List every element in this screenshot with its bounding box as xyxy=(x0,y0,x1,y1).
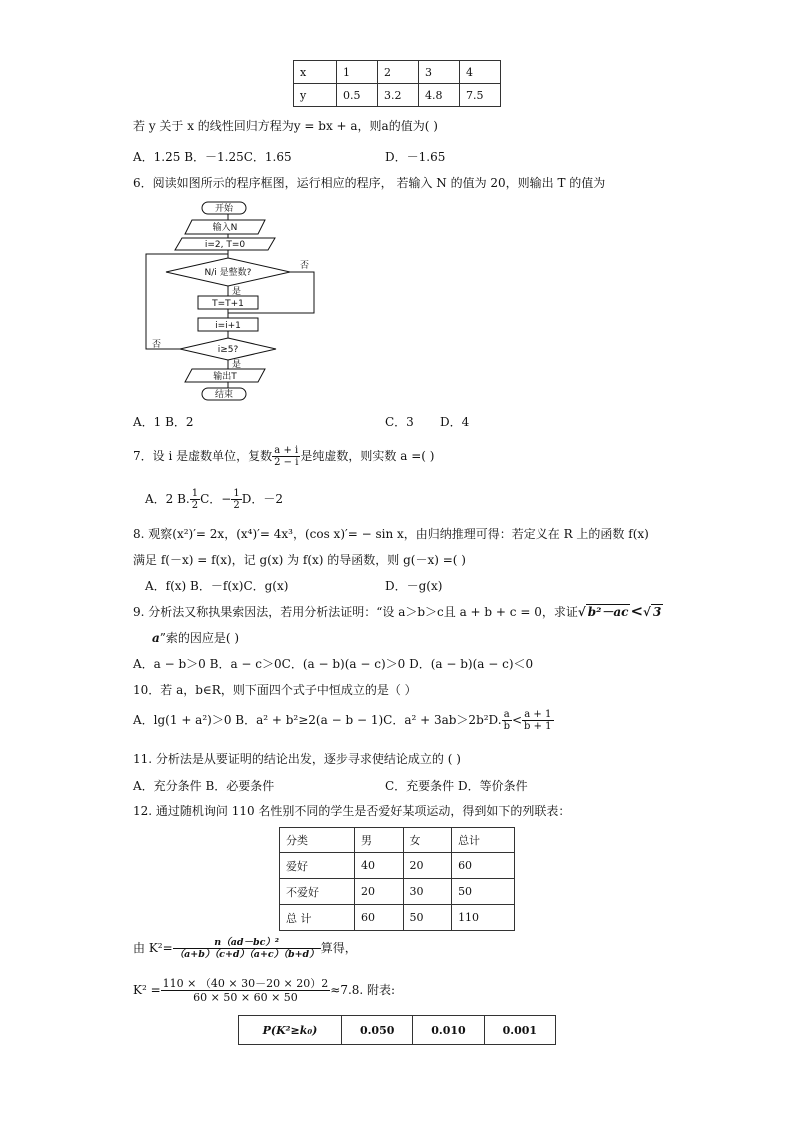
flowchart xyxy=(140,198,340,404)
table-cell: 0.5 xyxy=(337,84,378,107)
q6-options-ab: A．1 B．2 xyxy=(133,415,194,429)
q10-stem: 10．若 a，b∈R，则下面四个式子中恒成立的是（ ） xyxy=(133,683,417,697)
q5-stem: 若 y 关于 x 的线性回归方程为y = bx + a，则a的值为( ) xyxy=(133,119,438,133)
table-cell: 1 xyxy=(337,61,378,84)
table-row xyxy=(239,1016,556,1045)
q12-calc-den: 60 × 50 × 60 × 50 xyxy=(193,991,298,1004)
q12-formula xyxy=(133,933,357,963)
q7-stem-b: 是纯虚数，则实数 a =( ) xyxy=(300,449,435,463)
flow-end-label: 结束 xyxy=(214,390,234,400)
q7-opt-d: D．－2 xyxy=(241,492,284,506)
flow-no2-label: 否 xyxy=(152,340,162,350)
q6-option-d: D．4 xyxy=(440,415,470,429)
table-cell: 40 xyxy=(355,853,404,879)
q12-formula-suffix: 算得， xyxy=(320,941,357,955)
table-cell: 3 xyxy=(419,61,460,84)
q12-formula-prefix: 由 K²= xyxy=(133,941,173,955)
q10-options-text: A．lg(1 + a²)＞0 B．a² + b²≥2(a − b − 1)C．a² + 3ab＞2b²D. xyxy=(133,713,502,727)
q9-sqrt: √ b²－ac xyxy=(577,605,629,619)
q6-stem: 6．阅读如图所示的程序框图，运行相应的程序， 若输入 N 的值为 20，则输出 T 的值为 xyxy=(133,176,606,190)
table-cell: 4 xyxy=(460,61,501,84)
table-cell: 60 xyxy=(452,853,515,879)
q7-opt-c-den: 2 xyxy=(233,500,240,511)
flow-start-label: 开始 xyxy=(214,204,234,214)
table-cell: 110 xyxy=(452,905,515,931)
q12-stem: 12. 通过随机询问 110 名性别不同的学生是否爱好某项运动，得到如下的列联表： xyxy=(133,804,571,818)
table-row xyxy=(280,828,515,853)
table-cell: 60 xyxy=(355,905,404,931)
flow-no1-label: 否 xyxy=(300,261,310,271)
q10-d-a-num: a xyxy=(502,709,512,721)
q11-options: A．充分条件 B．必要条件 xyxy=(133,779,275,793)
q12-calc-frac xyxy=(161,977,331,1004)
q7-stem xyxy=(133,441,434,471)
q9-line2-b: ”索的因应是( ) xyxy=(159,631,240,645)
q9-line2-a: a xyxy=(152,631,160,645)
q10-d-b-den: b + 1 xyxy=(524,721,552,732)
flow-cond2-label: i≥5? xyxy=(217,345,239,355)
table-cell: 0.001 xyxy=(484,1016,555,1045)
q7-opt-b-frac xyxy=(190,488,200,511)
table-row xyxy=(280,905,515,931)
q10-d-frac-a xyxy=(502,709,512,732)
table-cell: 20 xyxy=(403,853,452,879)
q7-options xyxy=(145,484,283,514)
q12-calc-suffix: ≈7.8. 附表: xyxy=(330,983,396,997)
q9-lt: < xyxy=(630,602,644,620)
q9-options: A．a − b＞0 B．a − c＞0C．(a − b)(a − c)＞0 D．(a − b)(a − c)＜0 xyxy=(133,657,534,671)
q9-sqrt-inner: b²－ac xyxy=(587,605,629,619)
table-cell: 7.5 xyxy=(460,84,501,107)
q7-opt-c-num: 1 xyxy=(233,488,240,499)
flow-yes1-label: 是 xyxy=(232,287,242,297)
q9-line1-text: 9. 分析法又称执果索因法，若用分析法证明：“设 a＞b＞c且 a + b + c = 0，求证 xyxy=(133,605,578,619)
table-cell: y xyxy=(294,84,337,107)
q7-opt-b-num: 1 xyxy=(191,488,199,499)
table-cell: 女 xyxy=(403,828,452,853)
table-cell: 不爱好 xyxy=(280,879,355,905)
table-cell: 男 xyxy=(355,828,404,853)
q7-opt-a: A．2 B. xyxy=(145,492,190,506)
table-row xyxy=(294,84,501,107)
q12-calc-prefix: K² = xyxy=(133,983,161,997)
table-cell: 0.010 xyxy=(413,1016,484,1045)
flow-assign-t-label: T=T+1 xyxy=(212,299,244,309)
q8-line2: 满足 f(－x) = f(x)，记 g(x) 为 f(x) 的导函数，则 g(－x) =( ) xyxy=(133,553,466,567)
q11-stem: 11. 分析法是从要证明的结论出发，逐步寻求使结论成立的 ( ) xyxy=(133,752,461,766)
q9-sqrt3: √ 3 xyxy=(643,605,662,619)
xy-table xyxy=(293,60,501,107)
flow-assign-i-label: i=i+1 xyxy=(215,321,241,331)
table-cell: 总计 xyxy=(452,828,515,853)
contingency-table xyxy=(279,827,515,931)
q7-opt-b-den: 2 xyxy=(191,500,199,511)
q10-d-b-num: a + 1 xyxy=(522,709,554,721)
flow-input-label: 输入N xyxy=(212,223,238,233)
q11-option-cd: C．充要条件 D．等价条件 xyxy=(385,779,528,793)
q10-d-a-den: b xyxy=(503,721,510,732)
table-cell: 30 xyxy=(403,879,452,905)
table-cell: 3.2 xyxy=(378,84,419,107)
q12-calc xyxy=(133,975,395,1005)
q10-d-lt: < xyxy=(511,713,523,727)
q12-formula-frac xyxy=(173,937,321,960)
q8-option-d: D．－g(x) xyxy=(385,579,443,593)
q10-d-frac-b xyxy=(522,709,554,732)
table-cell: 50 xyxy=(403,905,452,931)
q7-opt-c-frac xyxy=(231,488,241,511)
q7-frac-num: a + i xyxy=(272,445,300,457)
flow-cond1-label: N/i 是整数? xyxy=(204,268,252,278)
q8-line1: 8. 观察(x²)′= 2x，(x⁴)′= 4x³，(cos x)′= − sin x，由归纳推理可得：若定义在 R 上的函数 f(x) xyxy=(133,527,649,541)
q7-fraction xyxy=(272,445,300,468)
flow-init-label: i=2, T=0 xyxy=(204,240,246,250)
table-cell: 4.8 xyxy=(419,84,460,107)
table-cell: 20 xyxy=(355,879,404,905)
appendix-table xyxy=(238,1015,556,1045)
q5-option-d: D．－1.65 xyxy=(385,150,446,164)
table-cell: 2 xyxy=(378,61,419,84)
table-cell: x xyxy=(294,61,337,84)
table-cell: 爱好 xyxy=(280,853,355,879)
q12-formula-den: （a+b）（c+d）（a+c）（b+d） xyxy=(174,949,319,960)
table-row xyxy=(294,61,501,84)
table-cell: 0.050 xyxy=(342,1016,413,1045)
table-cell: 总 计 xyxy=(280,905,355,931)
table-row xyxy=(280,879,515,905)
q5-options: A．1.25 B．－1.25C．1.65 xyxy=(133,150,292,164)
q9-line2 xyxy=(152,630,239,646)
q7-frac-den: 2 − i xyxy=(274,457,299,468)
flow-yes2-label: 是 xyxy=(232,360,242,370)
q9-line1 xyxy=(133,602,663,621)
table-cell: 分类 xyxy=(280,828,355,853)
table-cell: 50 xyxy=(452,879,515,905)
q7-stem-a: 7．设 i 是虚数单位，复数 xyxy=(133,449,273,463)
q7-opt-c: C．− xyxy=(200,492,232,506)
table-cell: P(K²≥k₀) xyxy=(239,1016,342,1045)
q12-calc-num: 110 × （40 × 30－20 × 20）2 xyxy=(162,977,329,990)
q12-formula-num: n（ad－bc）² xyxy=(173,937,321,949)
q8-options: A．f(x) B．－f(x)C．g(x) xyxy=(145,579,289,593)
q6-option-c: C．3 xyxy=(385,415,414,429)
q9-sqrt3-inner: 3 xyxy=(652,605,662,619)
flow-output-label: 输出T xyxy=(213,372,237,382)
q10-options xyxy=(133,705,554,735)
table-row xyxy=(280,853,515,879)
